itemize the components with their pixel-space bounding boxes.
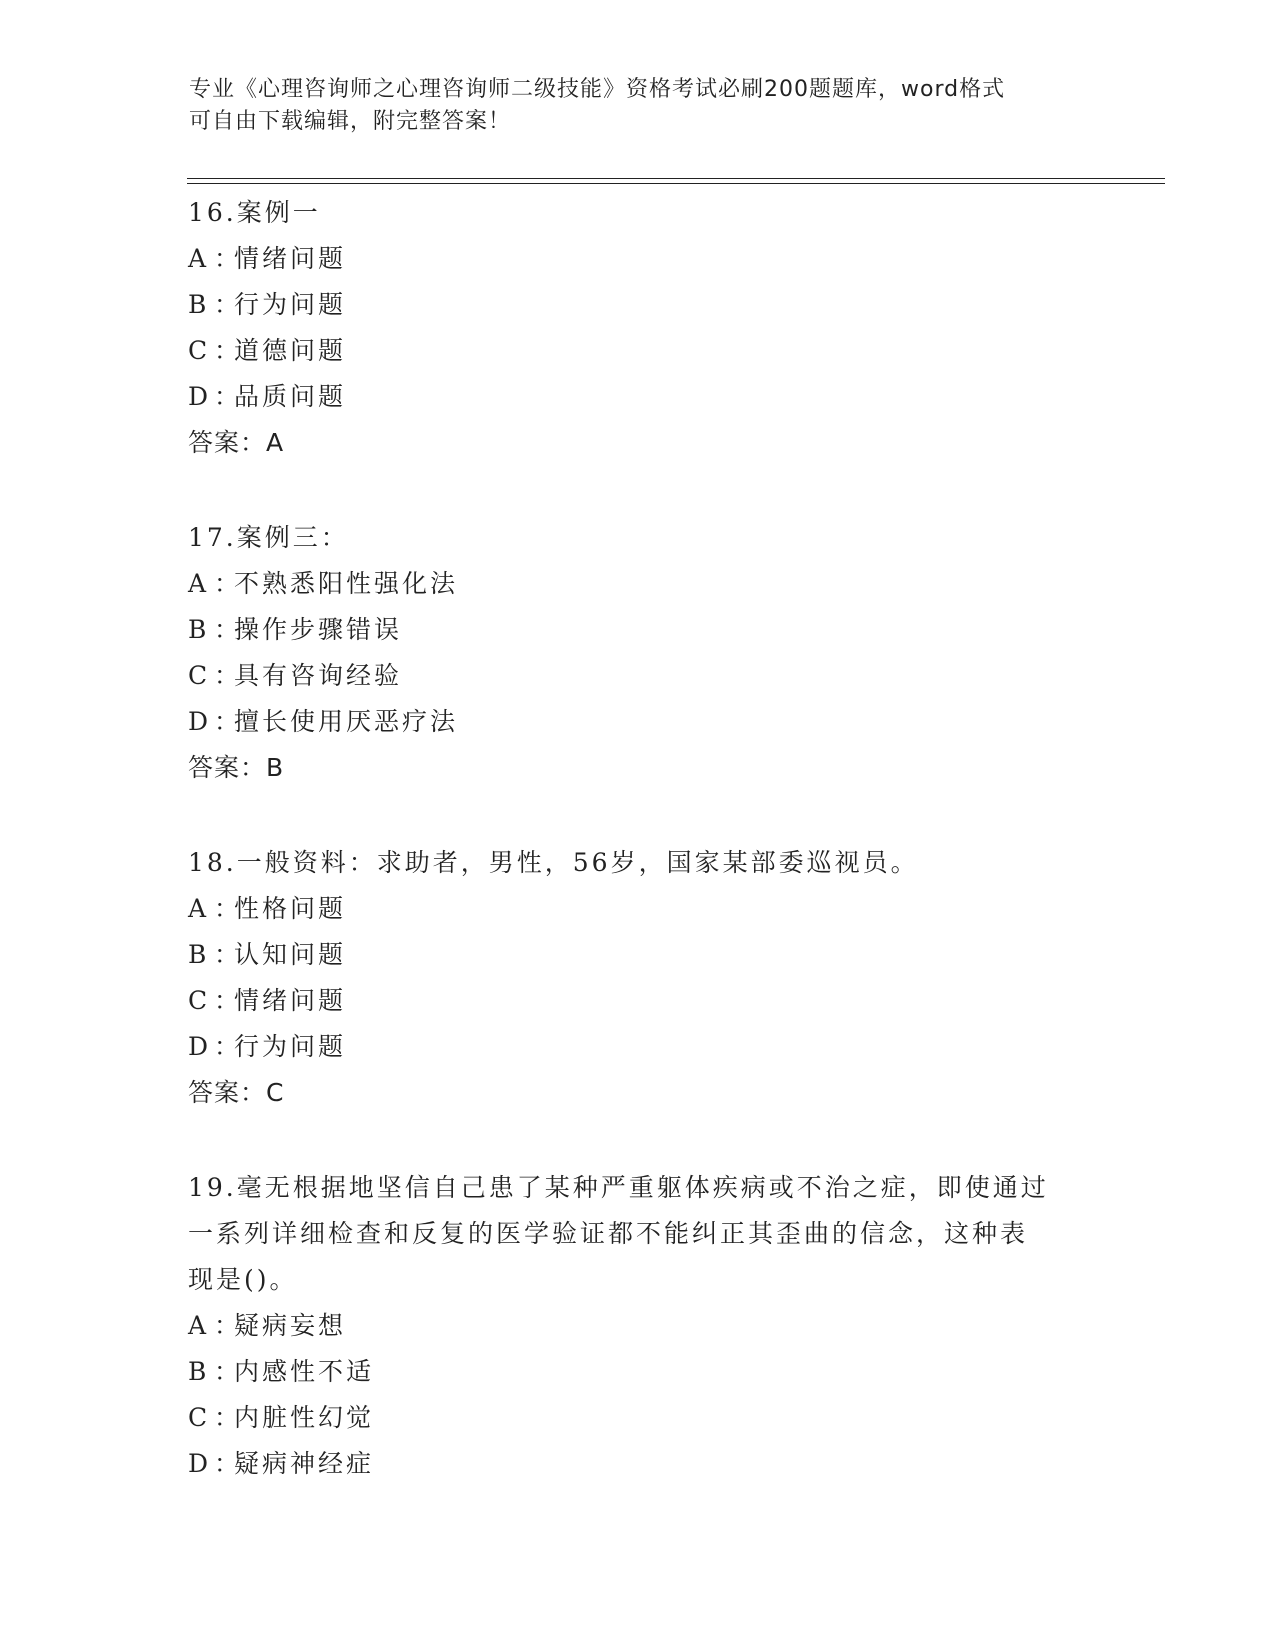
option-letter: D [188, 707, 212, 736]
header-line-2: 可自由下载编辑，附完整答案！ [189, 109, 512, 134]
answer-option [188, 699, 1088, 745]
header-line-1: 专业《心理咨询师之心理咨询师二级技能》资格考试必刷200题题库，word格式 [189, 77, 1006, 102]
header-divider-bottom [187, 183, 1165, 184]
option-letter: C [188, 661, 211, 690]
option-separator: ： [214, 615, 243, 644]
option-letter: B [188, 290, 210, 319]
question-block [188, 840, 1088, 1116]
option-text: 情绪问题 [234, 244, 347, 273]
answer-option [188, 886, 1088, 932]
question-stem: 16.案例一 [188, 198, 321, 227]
answer-option [188, 607, 1088, 653]
option-text: 行为问题 [234, 1032, 347, 1061]
option-separator: ： [214, 569, 243, 598]
header-divider-top [187, 178, 1165, 179]
question-stem: 17.案例三： [188, 523, 349, 552]
answer-key: 答案：A [188, 428, 285, 457]
option-text: 性格问题 [234, 894, 347, 923]
option-letter: C [188, 986, 211, 1015]
answer-option [188, 1303, 1088, 1349]
option-text: 疑病神经症 [234, 1449, 375, 1478]
option-letter: B [188, 615, 210, 644]
answer-option [188, 282, 1088, 328]
option-separator: ： [214, 1449, 243, 1478]
answer-key: 答案：C [188, 1078, 285, 1107]
question-block [188, 515, 1088, 791]
option-text: 疑病妄想 [234, 1311, 347, 1340]
answer-option [188, 932, 1088, 978]
answer-option [188, 561, 1088, 607]
option-separator: ： [214, 1311, 243, 1340]
option-separator: ： [214, 661, 243, 690]
option-letter: C [188, 336, 211, 365]
question-stem: 现是()。 [188, 1265, 298, 1294]
option-text: 品质问题 [234, 382, 347, 411]
option-separator: ： [214, 1403, 243, 1432]
option-separator: ： [214, 1357, 243, 1386]
option-text: 不熟悉阳性强化法 [234, 569, 459, 598]
option-letter: A [188, 1311, 210, 1340]
option-letter: A [188, 569, 210, 598]
option-text: 内感性不适 [234, 1357, 375, 1386]
option-text: 行为问题 [234, 290, 347, 319]
option-separator: ： [214, 336, 243, 365]
option-separator: ： [214, 894, 243, 923]
question-block [188, 1165, 1088, 1487]
question-block [188, 190, 1088, 466]
option-text: 认知问题 [234, 940, 347, 969]
option-letter: C [188, 1403, 211, 1432]
option-letter: A [188, 244, 210, 273]
option-text: 内脏性幻觉 [234, 1403, 375, 1432]
option-separator: ： [214, 290, 243, 319]
option-separator: ： [214, 244, 243, 273]
answer-option [188, 1441, 1088, 1487]
option-separator: ： [214, 940, 243, 969]
option-separator: ： [214, 707, 243, 736]
answer-key: 答案：B [188, 753, 285, 782]
option-letter: D [188, 382, 212, 411]
question-stem: 19.毫无根据地坚信自己患了某种严重躯体疾病或不治之症，即使通过 [188, 1173, 1049, 1202]
answer-option [188, 1349, 1088, 1395]
question-stem: 18.一般资料：求助者，男性，56岁，国家某部委巡视员。 [188, 848, 919, 877]
option-letter: D [188, 1449, 212, 1478]
answer-option [188, 653, 1088, 699]
document-header [189, 74, 1089, 138]
question-list [188, 190, 1088, 1536]
option-text: 擅长使用厌恶疗法 [234, 707, 459, 736]
answer-option [188, 1024, 1088, 1070]
option-text: 情绪问题 [234, 986, 347, 1015]
option-separator: ： [214, 986, 243, 1015]
answer-option [188, 1395, 1088, 1441]
option-letter: A [188, 894, 210, 923]
answer-option [188, 978, 1088, 1024]
option-text: 道德问题 [234, 336, 347, 365]
option-letter: B [188, 1357, 210, 1386]
answer-option [188, 236, 1088, 282]
option-text: 操作步骤错误 [234, 615, 403, 644]
option-separator: ： [214, 1032, 243, 1061]
question-stem: 一系列详细检查和反复的医学验证都不能纠正其歪曲的信念，这种表 [188, 1219, 1029, 1248]
option-letter: B [188, 940, 210, 969]
option-letter: D [188, 1032, 212, 1061]
answer-option [188, 374, 1088, 420]
option-separator: ： [214, 382, 243, 411]
option-text: 具有咨询经验 [234, 661, 403, 690]
answer-option [188, 328, 1088, 374]
